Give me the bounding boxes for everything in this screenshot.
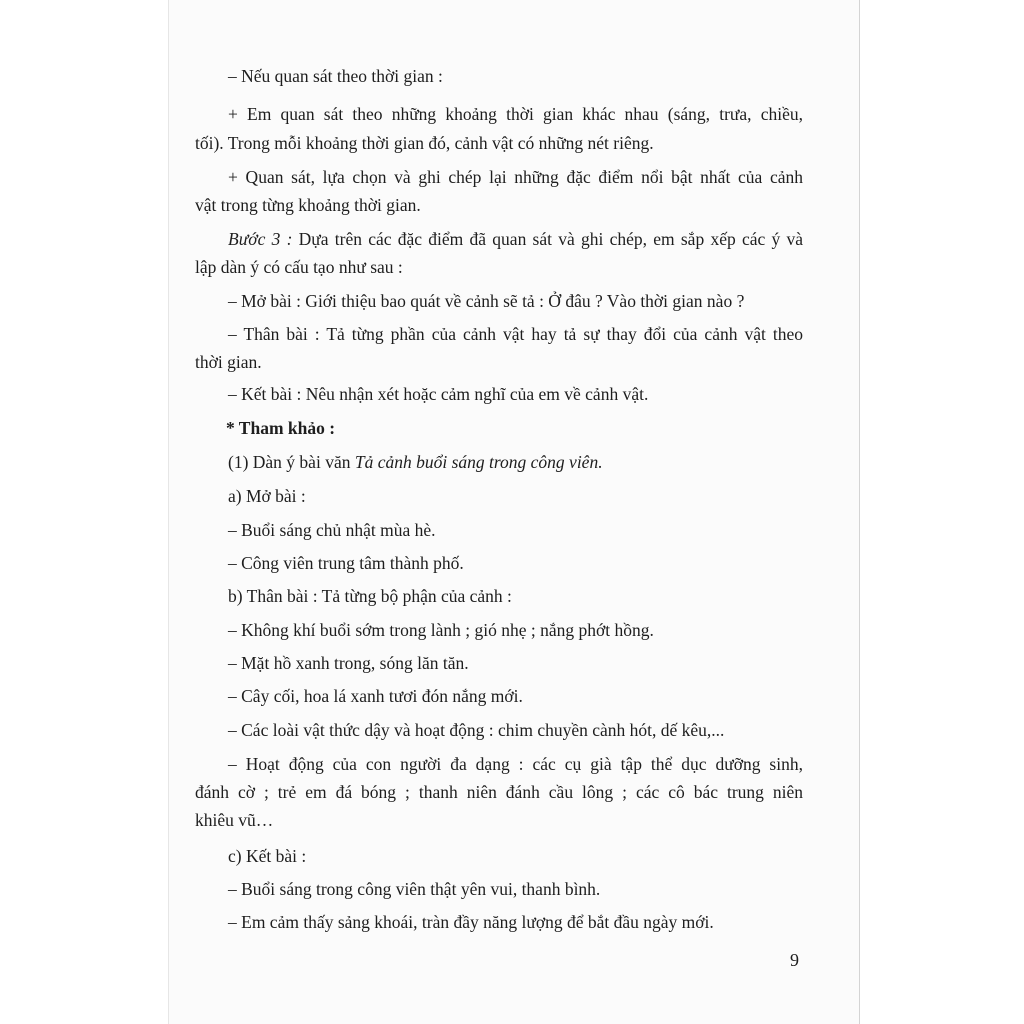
text-line: – Buổi sáng trong công viên thật yên vui, thanh bình. (228, 879, 601, 899)
outline-title: (1) Dàn ý bài văn Tả cảnh buổi sáng trong công viên. (228, 452, 603, 472)
reference-heading: * Tham khảo : (226, 418, 336, 438)
step3-label: Bước 3 : (228, 229, 293, 249)
text-line: – Cây cối, hoa lá xanh tươi đón nắng mới. (228, 686, 523, 706)
text-line: – Hoạt động của con người đa dạng : các cụ già tập thể dục dưỡng sinh, (228, 754, 803, 774)
text-line: lập dàn ý có cấu tạo như sau : (195, 257, 403, 277)
text-line: – Nếu quan sát theo thời gian : (228, 66, 443, 86)
text-line: Dựa trên các đặc điểm đã quan sát và ghi chép, em sắp xếp các ý và (298, 229, 804, 249)
page-number: 9 (790, 950, 799, 970)
text-line: a) Mở bài : (228, 486, 306, 506)
text-line: – Không khí buổi sớm trong lành ; gió nhẹ ; nắng phớt hồng. (228, 620, 654, 640)
text-line: tối). Trong mỗi khoảng thời gian đó, cảnh vật có những nét riêng. (195, 133, 654, 153)
text-line: b) Thân bài : Tả từng bộ phận của cảnh : (228, 586, 512, 606)
text-line: – Buổi sáng chủ nhật mùa hè. (228, 520, 436, 540)
text-line: – Công viên trung tâm thành phố. (228, 553, 464, 573)
text-line: – Các loài vật thức dậy và hoạt động : chim chuyền cành hót, dế kêu,... (228, 720, 725, 740)
text-line: – Thân bài : Tả từng phần của cảnh vật hay tả sự thay đổi của cảnh vật theo (228, 324, 803, 344)
text-line: – Mặt hồ xanh trong, sóng lăn tăn. (228, 653, 469, 673)
text-line: – Em cảm thấy sảng khoái, tràn đầy năng lượng để bắt đầu ngày mới. (228, 912, 714, 932)
text-line: – Kết bài : Nêu nhận xét hoặc cảm nghĩ của em về cảnh vật. (228, 384, 649, 404)
text-line: đánh cờ ; trẻ em đá bóng ; thanh niên đánh cầu lông ; các cô bác trung niên (195, 782, 803, 802)
text-line: khiêu vũ… (195, 810, 274, 830)
text-line: thời gian. (195, 352, 262, 372)
text-line: vật trong từng khoảng thời gian. (195, 195, 421, 215)
text-line: – Mở bài : Giới thiệu bao quát về cảnh sẽ tả : Ở đâu ? Vào thời gian nào ? (228, 291, 745, 311)
text-line: + Quan sát, lựa chọn và ghi chép lại những đặc điểm nổi bật nhất của cảnh (228, 167, 803, 187)
text-line: c) Kết bài : (228, 846, 307, 866)
step3-line (228, 229, 803, 250)
text-line: + Em quan sát theo những khoảng thời gian khác nhau (sáng, trưa, chiều, (228, 104, 803, 124)
outline-title-italic: Tả cảnh buổi sáng trong công viên. (354, 452, 603, 472)
